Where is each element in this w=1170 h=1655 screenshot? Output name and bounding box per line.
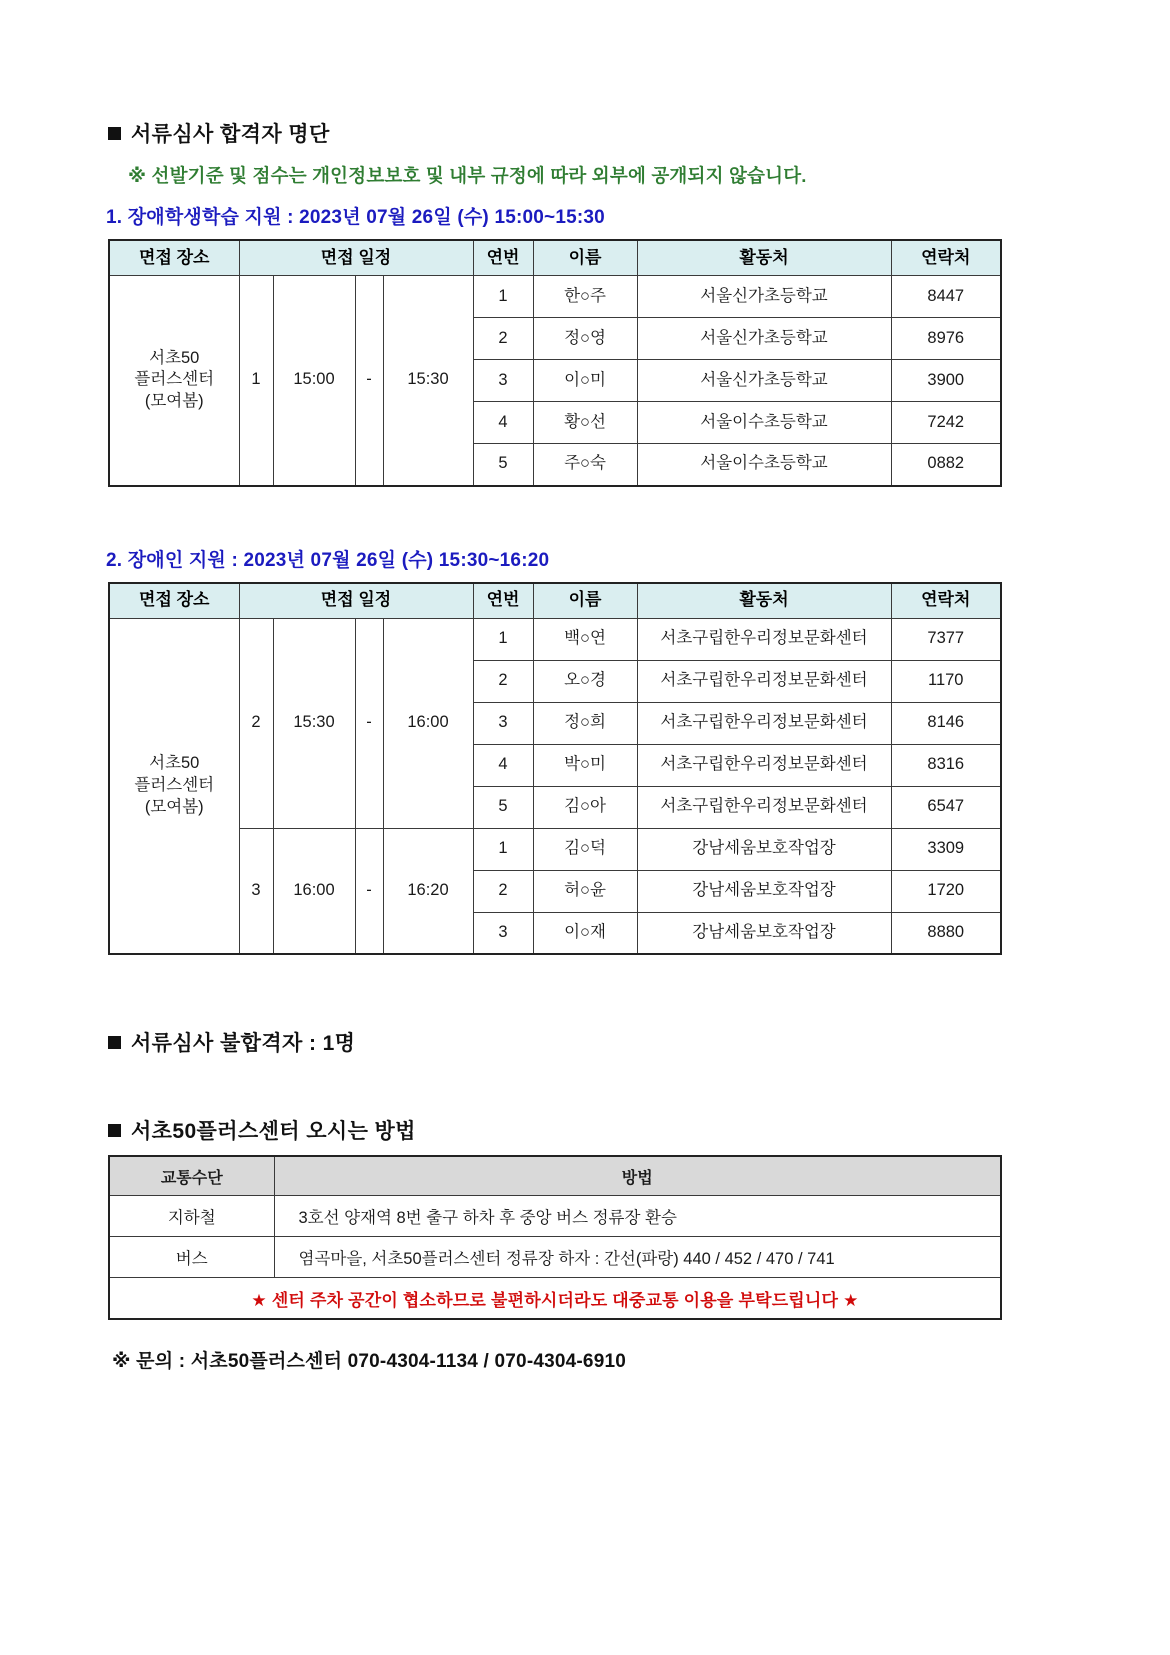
col-place: 면접 장소 xyxy=(109,240,239,276)
cell-contact: 8447 xyxy=(891,276,1001,318)
venue-cell xyxy=(109,276,239,486)
col-schedule: 면접 일정 xyxy=(239,583,473,619)
slot-number: 3 xyxy=(239,828,273,954)
cell-name: 주○숙 xyxy=(533,444,637,486)
cell-no: 4 xyxy=(473,402,533,444)
cell-no: 1 xyxy=(473,276,533,318)
cell-contact: 6547 xyxy=(891,786,1001,828)
cell-name: 백○연 xyxy=(533,618,637,660)
cell-name: 이○재 xyxy=(533,912,637,954)
venue-line-2: 플러스센터 xyxy=(134,370,215,389)
cell-contact: 3900 xyxy=(891,360,1001,402)
cell-name: 허○윤 xyxy=(533,870,637,912)
star-icon-left: ★ xyxy=(251,1290,267,1310)
col-schedule: 면접 일정 xyxy=(239,240,473,276)
spacer xyxy=(0,955,1170,1027)
col-no: 연번 xyxy=(473,240,533,276)
cell-name: 박○미 xyxy=(533,744,637,786)
col-org: 활동처 xyxy=(637,583,891,619)
cell-mode: 지하철 xyxy=(109,1196,274,1237)
slot-dash: - xyxy=(355,276,383,486)
table-row xyxy=(109,828,1001,870)
heading-directions-text: 서초50플러스센터 오시는 방법 xyxy=(131,1120,416,1143)
cell-org: 서초구립한우리정보문화센터 xyxy=(637,744,891,786)
cell-name: 정○영 xyxy=(533,318,637,360)
section1-table xyxy=(108,239,1002,487)
venue-line-1: 서초50 xyxy=(149,754,200,773)
venue-line-1: 서초50 xyxy=(149,348,200,367)
cell-mode: 버스 xyxy=(109,1237,274,1278)
col-org: 활동처 xyxy=(637,240,891,276)
table-row-notice xyxy=(109,1278,1001,1320)
square-bullet-icon xyxy=(108,1124,121,1137)
spacer xyxy=(0,487,1170,531)
venue-cell xyxy=(109,618,239,954)
col-name: 이름 xyxy=(533,583,637,619)
cell-name: 이○미 xyxy=(533,360,637,402)
cell-org: 서초구립한우리정보문화센터 xyxy=(637,786,891,828)
cell-no: 4 xyxy=(473,744,533,786)
cell-org: 서초구립한우리정보문화센터 xyxy=(637,618,891,660)
section1-table-wrap xyxy=(0,239,1170,487)
cell-contact: 3309 xyxy=(891,828,1001,870)
table-header-row xyxy=(109,240,1001,276)
table-row xyxy=(109,618,1001,660)
parking-notice xyxy=(109,1278,1001,1320)
star-icon-right: ★ xyxy=(843,1290,859,1310)
cell-org: 서울신가초등학교 xyxy=(637,276,891,318)
page-title-text: 서류심사 합격자 명단 xyxy=(131,123,330,146)
cell-contact: 0882 xyxy=(891,444,1001,486)
venue-line-2: 플러스센터 xyxy=(134,775,215,794)
col-transport-mode: 교통수단 xyxy=(109,1156,274,1196)
cell-org: 강남세움보호작업장 xyxy=(637,912,891,954)
table-header-row xyxy=(109,583,1001,619)
cell-method: 3호선 양재역 8번 출구 하차 후 중앙 버스 정류장 환승 xyxy=(274,1196,1001,1237)
cell-name: 한○주 xyxy=(533,276,637,318)
privacy-note: ※ 선발기준 및 점수는 개인정보보호 및 내부 규정에 따라 외부에 공개되지 않습니다. xyxy=(128,165,807,186)
cell-contact: 1720 xyxy=(891,870,1001,912)
cell-no: 2 xyxy=(473,318,533,360)
cell-no: 5 xyxy=(473,786,533,828)
cell-name: 김○아 xyxy=(533,786,637,828)
cell-org: 서울신가초등학교 xyxy=(637,318,891,360)
section2-table xyxy=(108,582,1002,956)
heading-directions xyxy=(108,1115,1170,1145)
cell-contact: 8146 xyxy=(891,702,1001,744)
col-place: 면접 장소 xyxy=(109,583,239,619)
cell-contact: 8316 xyxy=(891,744,1001,786)
slot-end-time: 16:20 xyxy=(383,828,473,954)
parking-notice-text: 센터 주차 공간이 협소하므로 불편하시더라도 대중교통 이용을 부탁드립니다 xyxy=(271,1290,839,1310)
col-name: 이름 xyxy=(533,240,637,276)
slot-dash: - xyxy=(355,618,383,828)
slot-start-time: 16:00 xyxy=(273,828,355,954)
table-row xyxy=(109,276,1001,318)
square-bullet-icon xyxy=(108,127,121,140)
cell-no: 3 xyxy=(473,360,533,402)
slot-start-time: 15:30 xyxy=(273,618,355,828)
inquiry-line: ※ 문의 : 서초50플러스센터 070-4304-1134 / 070-4304-6910 xyxy=(112,1351,627,1372)
transport-table-wrap xyxy=(0,1155,1170,1320)
cell-org: 서울이수초등학교 xyxy=(637,444,891,486)
cell-name: 정○희 xyxy=(533,702,637,744)
section2-title: 2. 장애인 지원 : 2023년 07월 26일 (수) 15:30~16:20 xyxy=(106,549,550,571)
table-row xyxy=(109,1196,1001,1237)
cell-name: 김○덕 xyxy=(533,828,637,870)
cell-contact: 7242 xyxy=(891,402,1001,444)
cell-contact: 1170 xyxy=(891,660,1001,702)
col-contact: 연락처 xyxy=(891,240,1001,276)
cell-org: 서울신가초등학교 xyxy=(637,360,891,402)
square-bullet-icon xyxy=(108,1036,121,1049)
slot-end-time: 16:00 xyxy=(383,618,473,828)
cell-no: 5 xyxy=(473,444,533,486)
venue-line-3: (모여봄) xyxy=(144,392,204,411)
cell-no: 2 xyxy=(473,660,533,702)
cell-no: 3 xyxy=(473,912,533,954)
cell-name: 황○선 xyxy=(533,402,637,444)
cell-no: 3 xyxy=(473,702,533,744)
slot-number: 2 xyxy=(239,618,273,828)
slot-dash: - xyxy=(355,828,383,954)
cell-contact: 8976 xyxy=(891,318,1001,360)
cell-org: 서울이수초등학교 xyxy=(637,402,891,444)
section1-title: 1. 장애학생학습 지원 : 2023년 07월 26일 (수) 15:00~15:30 xyxy=(106,207,605,228)
spacer xyxy=(0,1057,1170,1115)
cell-no: 1 xyxy=(473,828,533,870)
heading-fail-text: 서류심사 불합격자 : 1명 xyxy=(131,1032,356,1055)
cell-no: 1 xyxy=(473,618,533,660)
slot-start-time: 15:00 xyxy=(273,276,355,486)
cell-org: 서초구립한우리정보문화센터 xyxy=(637,660,891,702)
col-contact: 연락처 xyxy=(891,583,1001,619)
venue-line-3: (모여봄) xyxy=(144,797,204,816)
col-no: 연번 xyxy=(473,583,533,619)
page-title-pass-list xyxy=(108,118,1170,148)
cell-name: 오○경 xyxy=(533,660,637,702)
section2-table-wrap xyxy=(0,582,1170,956)
cell-org: 강남세움보호작업장 xyxy=(637,828,891,870)
table-row xyxy=(109,1237,1001,1278)
table-header-row xyxy=(109,1156,1001,1196)
cell-method: 염곡마을, 서초50플러스센터 정류장 하자 : 간선(파랑) 440 / 452 / 470 / 741 xyxy=(274,1237,1001,1278)
cell-contact: 8880 xyxy=(891,912,1001,954)
cell-contact: 7377 xyxy=(891,618,1001,660)
slot-number: 1 xyxy=(239,276,273,486)
cell-org: 서초구립한우리정보문화센터 xyxy=(637,702,891,744)
heading-fail-count xyxy=(108,1027,1170,1057)
col-transport-method: 방법 xyxy=(274,1156,1001,1196)
transport-table xyxy=(108,1155,1002,1320)
slot-end-time: 15:30 xyxy=(383,276,473,486)
cell-no: 2 xyxy=(473,870,533,912)
cell-org: 강남세움보호작업장 xyxy=(637,870,891,912)
